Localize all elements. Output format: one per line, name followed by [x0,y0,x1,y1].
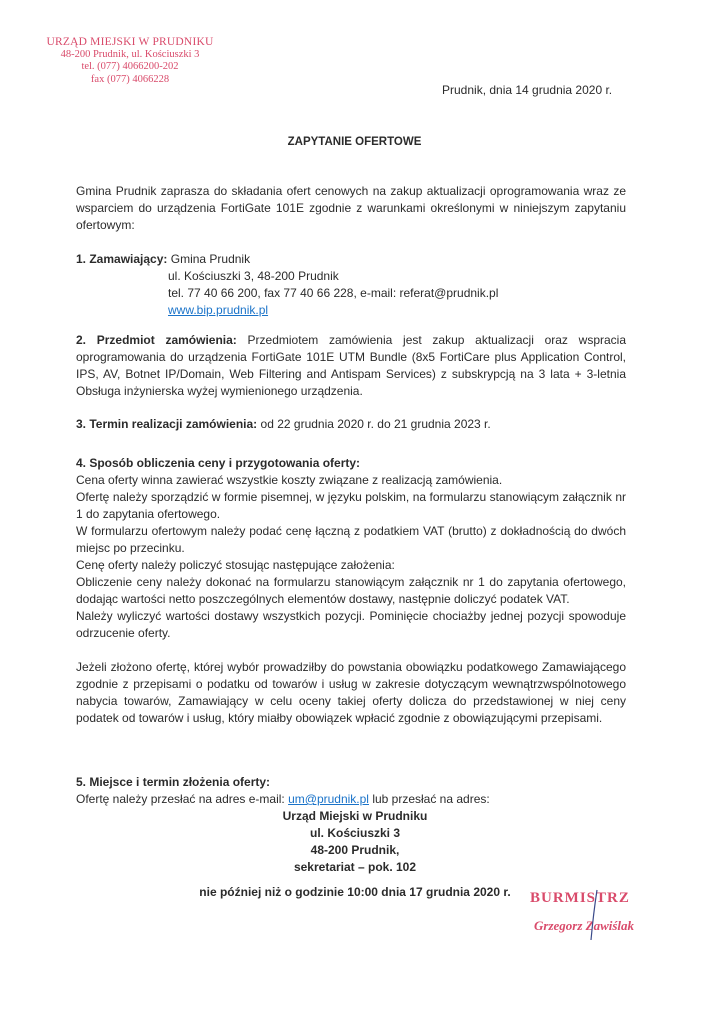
section-4-p5: Obliczenie ceny należy dokonać na formularzu stanowiącym załącznik nr 1 do zapytania ofertowego, dodając wartości netto poszczególnych elementów dostawy, następnie doliczyć podatek VAT. [76,575,626,606]
signature-name: Grzegorz Zawiślak [534,918,635,933]
section-5-text-after: lub przesłać na adres: [368,792,490,806]
section-4-p4: Cenę oferty należy policzyć stosując następujące założenia: [76,558,395,572]
stamp-line-1: URZĄD MIEJSKI W PRUDNIKU [46,36,214,48]
section-2-heading: 2. Przedmiot zamówienia: [76,333,237,347]
document-date: Prudnik, dnia 14 grudnia 2020 r. [442,83,613,97]
section-4-p2: Ofertę należy sporządzić w formie pisemnej, w języku polskim, na formularzu stanowiącym załącznik nr 1 do zapytania ofertowego. [76,490,626,521]
section-5-text [76,791,626,808]
stamp-line-4: fax (077) 4066228 [90,73,170,85]
section-4-heading: 4. Sposób obliczenia ceny i przygotowania oferty: [76,456,361,470]
section-4-p6: Należy wyliczyć wartości dostawy wszystkich pozycji. Pominięcie chociażby jednej pozycji spowoduje odrzucenie oferty. [76,609,626,640]
section-5-text-before: Ofertę należy przesłać na adres e-mail: [76,792,289,806]
submission-deadline: nie później niż o godzinie 10:00 dnia 17 grudnia 2020 r. [199,885,511,899]
section-4-p3: W formularzu ofertowym należy podać cenę łączną z podatkiem VAT (brutto) z dokładnością do dwóch miejsc po przecinku. [76,524,626,555]
office-address-line-3: 48-200 Prudnik, [310,843,400,857]
vat-paragraph: Jeżeli złożono ofertę, której wybór prowadziłby do powstania obowiązku podatkowego Zamawiającego zgodnie z przepisami o podatku od towarów i usług w zakresie dotyczącym wewnątrzwspólnotowego nabycia towarów, Zamawiający w celu oceny takiej oferty dolicza do przedstawionej w niej ceny podatek od towarów i usług, który miałby obowiązek wpłacić zgodnie z obowiązującymi przepisami. [76,660,626,725]
bip-website-link[interactable]: www.bip.prudnik.pl [168,303,269,317]
office-address-line-2: ul. Kościuszki 3 [309,826,401,840]
ordering-party-contact: tel. 77 40 66 200, fax 77 40 66 228, e-mail: referat@prudnik.pl [168,286,499,300]
office-stamp [30,36,230,86]
section-1 [76,251,626,268]
section-5-heading: 5. Miejsce i termin złożenia oferty: [76,775,271,789]
office-address-line-1: Urząd Miejski w Prudniku [282,809,428,823]
office-address-line-4: sekretariat – pok. 102 [293,860,417,874]
section-1-heading: 1. Zamawiający: [76,252,168,266]
section-4-body [76,472,626,642]
section-3-text: od 22 grudnia 2020 r. do 21 grudnia 2023 r. [260,417,491,431]
office-email-link[interactable]: um@prudnik.pl [288,792,369,806]
section-4-p1: Cena oferty winna zawierać wszystkie koszty związane z realizacją zamówienia. [76,473,503,487]
signature-title: BURMISTRZ [530,890,630,906]
section-3 [76,416,626,433]
document-title: ZAPYTANIE OFERTOWE [287,136,422,148]
signature-stroke [585,888,605,943]
stamp-line-3: tel. (077) 4066200-202 [81,61,179,72]
section-3-heading: 3. Termin realizacji zamówienia: [76,417,258,431]
intro-paragraph: Gmina Prudnik zaprasza do składania ofert cenowych na zakup aktualizacji oprogramowania wraz ze wsparciem do urządzenia FortiGate 101E zgodnie z warunkami określonymi w niniejszym zapytaniu ofertowym: [76,184,626,232]
section-2-text: Przedmiotem zamówienia jest zakup aktualizacji oraz wspracia oprogramowania do urządzenia FortiGate 101E UTM Bundle (8x5 FortiCare plus Application Control, IPS, AV, Botnet IP/Domain, Web Filtering and Antispam Services) z subskrypcją na 3 lata + 3-letnia Obsługa inżynierska wyżej wymienionego urządzenia. [76,333,626,398]
stamp-line-2: 48-200 Prudnik, ul. Kościuszki 3 [60,48,200,60]
ordering-party-address: ul. Kościuszki 3, 48-200 Prudnik [168,269,339,283]
section-2 [76,332,626,400]
ordering-party-name: Gmina Prudnik [170,252,251,266]
